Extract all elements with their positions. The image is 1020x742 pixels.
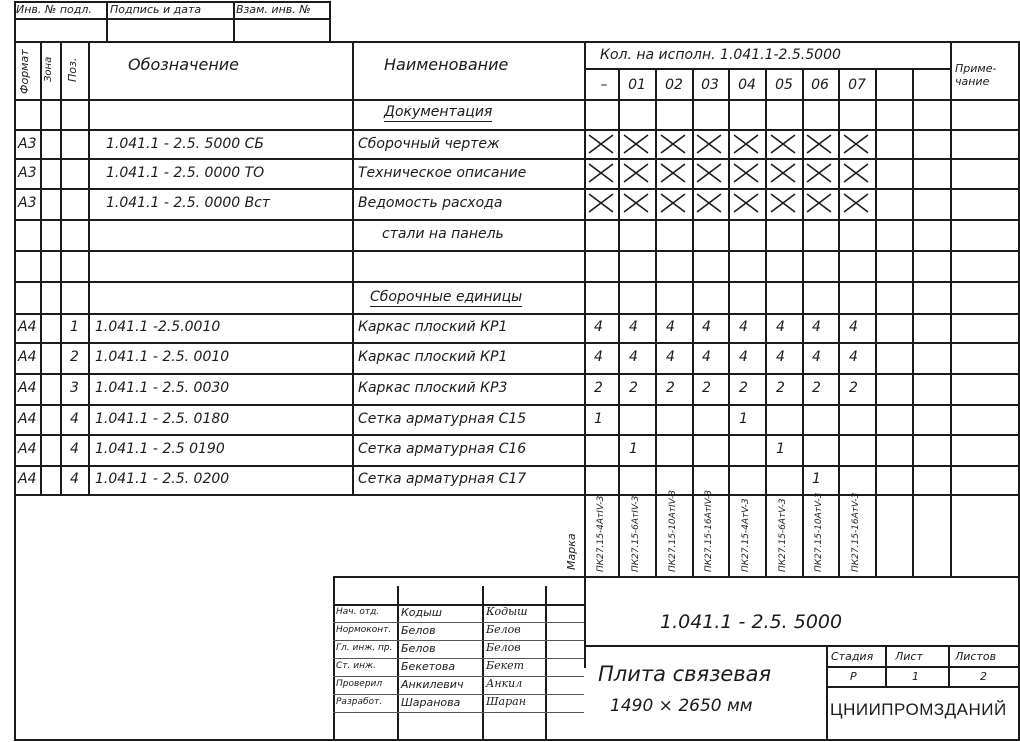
sheet-label: Лист <box>895 650 923 663</box>
marka-code: ПК27.15-16АтIV-3 <box>704 489 714 572</box>
unit-row-5-pos: 4 <box>70 441 79 457</box>
qty-cell: 4 <box>776 319 785 335</box>
section-documentation: Документация <box>384 104 493 120</box>
qty-cell: 4 <box>849 319 858 335</box>
qty-cell: 2 <box>666 380 675 396</box>
tb-role: Нормоконт. <box>336 625 392 635</box>
qty-cell: 2 <box>776 380 785 396</box>
unit-row-3-pos: 3 <box>70 380 79 396</box>
doc-row-1-name: Сборочный чертеж <box>358 136 500 152</box>
format-header: Формат <box>18 49 31 94</box>
inv-no-label: Инв. № подл. <box>16 3 92 16</box>
unit-row-2-format: А4 <box>18 349 37 365</box>
tb-role: Проверил <box>336 679 383 689</box>
tb-person-name: Белов <box>401 624 436 637</box>
doc-row-3-name-cont: стали на панель <box>382 226 504 242</box>
marka-code: ПК27.15-4АтV-3 <box>741 498 751 572</box>
unit-row-4-designation: 1.041.1 - 2.5. 0180 <box>95 411 230 427</box>
unit-row-2-designation: 1.041.1 - 2.5. 0010 <box>95 349 230 365</box>
doc-row-3-format: А3 <box>18 195 37 211</box>
qty-cell: 2 <box>702 380 711 396</box>
name-header: Наименование <box>384 55 509 74</box>
unit-row-1-format: А4 <box>18 319 37 335</box>
note-header: Приме- чание <box>955 62 997 88</box>
unit-row-1-pos: 1 <box>70 319 79 335</box>
tb-signature: Белов <box>486 641 521 654</box>
sheet-value: 1 <box>912 670 919 683</box>
unit-row-1-designation: 1.041.1 -2.5.0010 <box>95 319 221 335</box>
qty-group-header: Кол. на исполн. 1.041.1-2.5.5000 <box>600 47 841 63</box>
tb-signature: Шаран <box>486 695 526 708</box>
tb-signature: Кодыш <box>486 605 528 618</box>
qty-cell: 4 <box>812 319 821 335</box>
tb-person-name: Шаранова <box>401 696 461 709</box>
unit-row-5-name: Сетка арматурная С16 <box>358 441 527 457</box>
doc-row-3-name: Ведомость расхода <box>358 195 503 211</box>
doc-row-2-format: А3 <box>18 165 37 181</box>
marka-code: ПК27.15-4АтIV-3 <box>596 495 606 572</box>
unit-row-6-name: Сетка арматурная С17 <box>358 471 527 487</box>
sheets-label: Листов <box>955 650 997 663</box>
qty-cell: 4 <box>629 319 638 335</box>
marka-code: ПК27.15-16АтV-3 <box>851 492 861 572</box>
qty-cell: 2 <box>812 380 821 396</box>
tb-person-name: Белов <box>401 642 436 655</box>
marka-label: Марка <box>565 533 578 570</box>
doc-row-2-name: Техническое описание <box>358 165 527 181</box>
tb-signature: Анкил <box>486 677 523 690</box>
marka-code: ПК27.15-6АтV-3 <box>778 498 788 572</box>
unit-row-6-pos: 4 <box>70 471 79 487</box>
sheets-value: 2 <box>980 670 987 683</box>
qty-cell: 1 <box>812 471 821 487</box>
qty-cell: 1 <box>629 441 638 457</box>
variant-header-7: 07 <box>848 77 866 93</box>
unit-row-5-format: А4 <box>18 441 37 457</box>
marka-code: ПК27.15-10АтV-3 <box>814 492 824 572</box>
qty-cell: 1 <box>776 441 785 457</box>
org-name: ЦНИИПРОМЗДАНИЙ <box>830 700 1007 719</box>
variant-header-1: 01 <box>628 77 646 93</box>
variant-header-4: 04 <box>738 77 756 93</box>
pos-header: Поз. <box>66 57 79 82</box>
qty-cell: 4 <box>702 349 711 365</box>
tb-person-name: Анкилевич <box>401 678 464 691</box>
qty-cell: 4 <box>739 349 748 365</box>
qty-cell: 4 <box>812 349 821 365</box>
qty-cell: 2 <box>739 380 748 396</box>
qty-cell: 4 <box>739 319 748 335</box>
stage-value: Р <box>850 670 857 683</box>
tb-role: Ст. инж. <box>336 661 376 671</box>
qty-cell: 4 <box>776 349 785 365</box>
unit-row-6-designation: 1.041.1 - 2.5. 0200 <box>95 471 230 487</box>
designation-header: Обозначение <box>128 55 240 74</box>
tb-signature: Белов <box>486 623 521 636</box>
variant-header-2: 02 <box>665 77 683 93</box>
unit-row-2-name: Каркас плоский КР1 <box>358 349 508 365</box>
tb-person-name: Бекетова <box>401 660 456 673</box>
qty-cell: 4 <box>629 349 638 365</box>
qty-cell: 4 <box>849 349 858 365</box>
tb-role: Нач. отд. <box>336 607 380 617</box>
qty-cell: 2 <box>594 380 603 396</box>
marka-code: ПК27.15-6АтIV-3 <box>631 495 641 572</box>
doc-size: 1490 × 2650 мм <box>610 696 753 716</box>
unit-row-4-format: А4 <box>18 411 37 427</box>
doc-row-1-designation: 1.041.1 - 2.5. 5000 СБ <box>106 136 265 152</box>
qty-cell: 2 <box>629 380 638 396</box>
doc-row-2-designation: 1.041.1 - 2.5. 0000 ТО <box>106 165 265 181</box>
doc-title: Плита связевая <box>598 662 772 686</box>
unit-row-1-name: Каркас плоский КР1 <box>358 319 508 335</box>
qty-cell: 4 <box>594 319 603 335</box>
doc-row-3-designation: 1.041.1 - 2.5. 0000 Вст <box>106 195 271 211</box>
qty-cell: 4 <box>594 349 603 365</box>
tb-signature: Бекет <box>486 659 525 672</box>
variant-header-3: 03 <box>701 77 719 93</box>
unit-row-3-name: Каркас плоский КР3 <box>358 380 508 396</box>
unit-row-4-name: Сетка арматурная С15 <box>358 411 527 427</box>
unit-row-3-designation: 1.041.1 - 2.5. 0030 <box>95 380 230 396</box>
stage-label: Стадия <box>831 650 874 663</box>
qty-cell: 1 <box>739 411 748 427</box>
unit-row-4-pos: 4 <box>70 411 79 427</box>
unit-row-6-format: А4 <box>18 471 37 487</box>
tb-role: Разработ. <box>336 697 383 707</box>
unit-row-2-pos: 2 <box>70 349 79 365</box>
unit-row-3-format: А4 <box>18 380 37 396</box>
section-assembly-units: Сборочные единицы <box>370 289 523 305</box>
replace-inv-label: Взам. инв. № <box>236 3 311 16</box>
qty-cell: 4 <box>702 319 711 335</box>
tb-person-name: Кодыш <box>401 606 442 619</box>
variant-header-5: 05 <box>775 77 793 93</box>
marka-code: ПК27.15-10АтIV-3 <box>668 489 678 572</box>
variant-header-6: 06 <box>811 77 829 93</box>
doc-code: 1.041.1 - 2.5. 5000 <box>660 611 843 633</box>
variant-header-0: – <box>600 77 608 93</box>
sign-date-label: Подпись и дата <box>110 3 202 16</box>
qty-cell: 4 <box>666 349 675 365</box>
qty-cell: 2 <box>849 380 858 396</box>
zone-header: Зона <box>43 56 54 82</box>
qty-cell: 4 <box>666 319 675 335</box>
qty-cell: 1 <box>594 411 603 427</box>
unit-row-5-designation: 1.041.1 - 2.5 0190 <box>95 441 225 457</box>
doc-row-1-format: А3 <box>18 136 37 152</box>
tb-role: Гл. инж. пр. <box>336 643 393 653</box>
